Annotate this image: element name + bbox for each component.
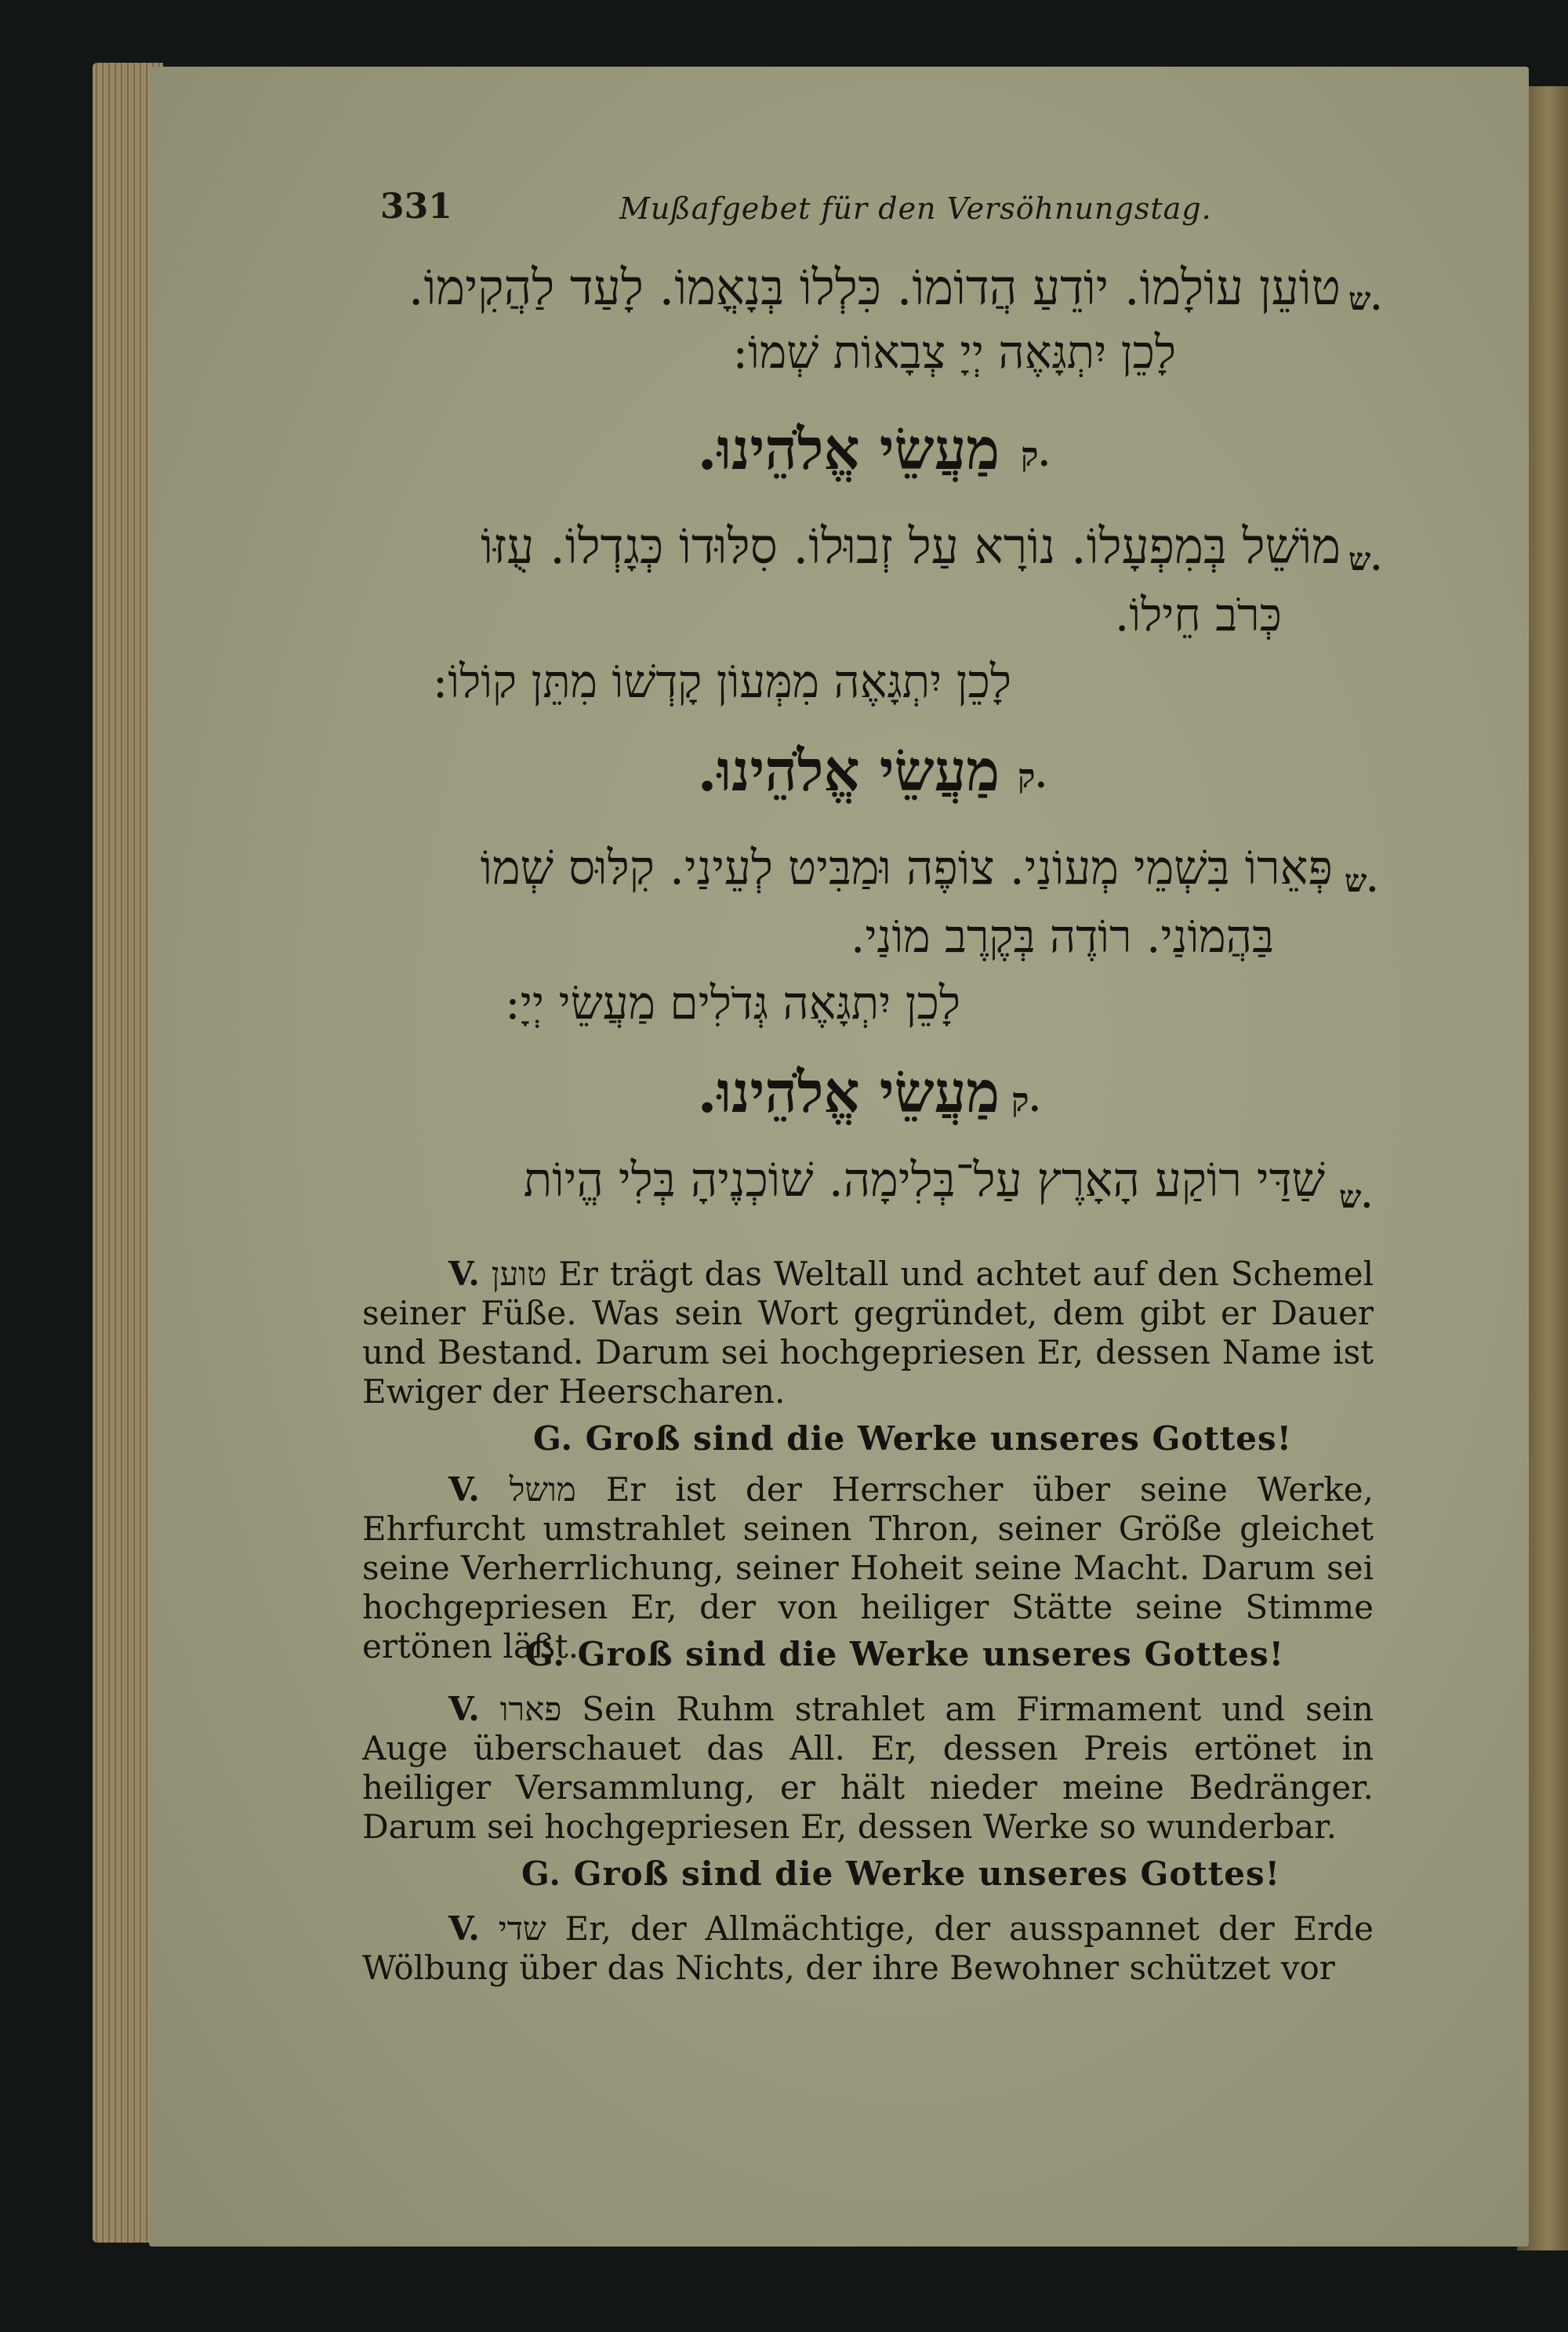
hebrew-verse-line: טוֹעֵן עוֹלָמוֹ. יוֹדֵעַ הֲדוֹמוֹ. כִּלְלוֹ בְּנָאֳמוֹ. לָעַד לַהֲקִימוֹ. [408,259,1341,316]
hebrew-verse-line: בַּהֲמוֹנַי. רוֹדֶה בְּקֶרֶב מוֹנַי. [850,910,1274,963]
verse-marker: ש. [1348,541,1382,578]
translation-refrain: G. Groß sind die Werke unseres Gottes! [525,1635,1285,1673]
refrain-marker: ק. [1018,757,1047,795]
refrain-marker: ק. [1011,1081,1041,1119]
hebrew-refrain: מַעֲשֵׂי אֱלֹהֵינוּ. [697,1059,1000,1125]
running-title: Mußafgebet für den Versöhnungstag. [619,191,1212,226]
page-header [380,187,1415,242]
translation-hebrew-keyword: מושל [509,1470,576,1509]
translation-label: V. [448,1909,480,1948]
translation-paragraph [362,1255,1374,1411]
hebrew-verse-line: שַׁדַּי רוֹקַע הָאָרֶץ עַל־בְּלִימָה. שׁוֹכְנֶיהָ בְּלִי הֱיוֹת [523,1153,1325,1208]
hebrew-refrain: מַעֲשֵׂי אֱלֹהֵינוּ. [697,737,1000,804]
translation-text: Er trägt das Weltall und achtet auf den Schemel seiner Füße. Was sein Wort gegründet, dem gibt er Dauer und Bestand. Darum sei hochgepriesen Er, dessen Name ist Ewiger der Heerscharen. [362,1255,1374,1411]
hebrew-refrain: מַעֲשֵׂי אֱלֹהֵינוּ. [697,416,1000,482]
translation-paragraph [362,1690,1374,1847]
verse-marker: ש. [1348,281,1382,318]
hebrew-verse-line: מוֹשֵׁל בְּמִפְעָלוֹ. נוֹרָא עַל זְבוּלוֹ. סִלּוּדוֹ כְּגָדְלוֹ. עֻזּוֹ [481,518,1341,575]
verse-marker: ש. [1345,863,1378,899]
hebrew-verse-line: לָכֵן יִתְגָּאֶה גְּדֹלִים מַעֲשֵׂי יְיָ: [505,976,960,1030]
hebrew-verse-line: כְּרֹב חֵילוֹ. [1114,588,1282,641]
translation-paragraph [362,1909,1374,1988]
hebrew-verse-line: לָכֵן יִתְגָּאֶה מִמְּעוֹן קָדְשׁוֹ מִתֵּן קוֹלוֹ: [432,655,1011,708]
hebrew-verse-line: לָכֵן יִתְגָּאֶה יְיָ צְבָאוֹת שְׁמוֹ: [732,325,1176,379]
translation-text: Er ist der Herrscher über seine Werke, Ehrfurcht umstrahlet seinen Thron, seiner Größe gleichet seine Verherrlichung, seiner Hoheit seine Macht. Darum sei hochgepriesen Er, der von heiliger Stätte seine Stimme ertönen läßt. [362,1470,1374,1665]
refrain-marker: ק. [1021,435,1051,474]
translation-refrain: G. Groß sind die Werke unseres Gottes! [533,1419,1293,1458]
translation-label: V. [448,1255,480,1293]
translation-hebrew-keyword: שדי [498,1909,546,1948]
translation-label: V. [448,1470,480,1509]
translation-text: Sein Ruhm strahlet am Firmament und sein Auge überschauet das All. Er, dessen Preis ertönet in heiliger Versammlung, er hält nieder meine Bedränger. Darum sei hochgepriesen Er, dessen Werke so wunderbar. [362,1690,1374,1846]
page-number: 331 [380,187,452,227]
translation-label: V. [448,1690,480,1728]
hebrew-verse-line: פְּאֵרוֹ בִּשְׁמֵי מְעוֹנַי. צוֹפֶה וּמַבִּיט לְעֵינַי. קִלּוּס שְׁמוֹ [480,841,1333,895]
translation-refrain: G. Groß sind die Werke unseres Gottes! [521,1854,1281,1893]
verse-marker: ש. [1339,1179,1373,1215]
translation-hebrew-keyword: טוען [491,1255,547,1293]
translation-text: Er, der Allmächtige, der ausspannet der Erde Wölbung über das Nichts, der ihre Bewohner schützet vor [362,1909,1374,1987]
translation-hebrew-keyword: פארו [499,1690,562,1728]
